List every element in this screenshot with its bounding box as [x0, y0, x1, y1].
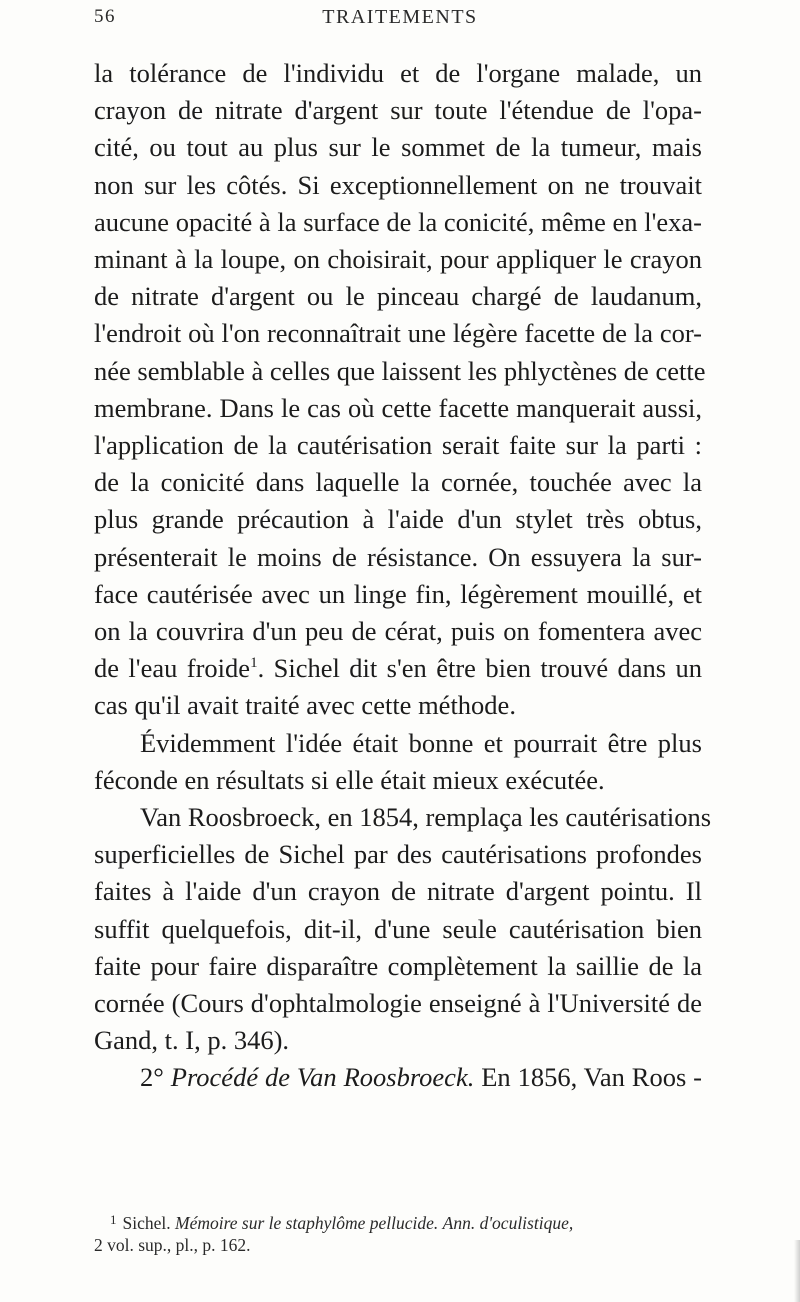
text-line: superficielles de Sichel par des cautérisations profondes: [94, 839, 702, 870]
text-line: [94, 650, 702, 687]
text-line: faites à l'aide d'un crayon de nitrate d'argent pointu. Il: [94, 876, 702, 907]
text-line: féconde en résultats si elle était mieux exécutée.: [94, 764, 605, 795]
running-title: TRAITEMENTS: [322, 6, 478, 28]
text-line: l'application de la cautérisation serait faite sur la parti :: [94, 430, 702, 461]
text-fragment: de l'eau froide: [94, 653, 251, 684]
text-line: cité, ou tout au plus sur le sommet de la tumeur, mais: [94, 132, 702, 163]
text-line: Évidemment l'idée était bonne et pourrait être plus: [140, 727, 702, 758]
text-line: l'endroit où l'on reconnaîtrait une légère facette de la cor-: [94, 318, 702, 349]
text-line: on la couvrira d'un peu de cérat, puis on fomentera avec: [94, 616, 702, 647]
text-fragment: . Sichel dit s'en être bien trouvé dans un: [257, 653, 703, 684]
page-number: 56: [94, 6, 116, 27]
footnote-title: Mémoire sur le staphylôme pellucide.: [175, 1213, 439, 1233]
footnote: [94, 1212, 702, 1256]
text-line: Gand, t. I, p. 346).: [94, 1025, 290, 1056]
text-line: née semblable à celles que laissent les phlyctènes de cette: [94, 355, 706, 386]
text-line: aucune opacité à la surface de la conicité, même en l'exa-: [94, 206, 702, 237]
footnote-journal: Ann. d'oculistique,: [442, 1213, 574, 1233]
text-line: minant à la loupe, on choisirait, pour appliquer le crayon: [94, 244, 702, 275]
text-line: face cautérisée avec un linge fin, légèrement mouillé, et: [94, 578, 702, 609]
body-text: [94, 55, 712, 1097]
footnote-reference[interactable]: 1: [250, 655, 258, 672]
footnote-mark: 1: [110, 1212, 117, 1227]
section-number: 2°: [140, 1062, 164, 1093]
running-head: [94, 2, 706, 36]
text-line: de nitrate d'argent ou le pinceau chargé de laudanum,: [94, 281, 702, 312]
text-line: suffit quelquefois, dit-il, d'une seule cautérisation bien: [94, 913, 702, 944]
footnote-line: [110, 1212, 702, 1234]
section-title: Procédé de Van Roosbroeck.: [170, 1062, 475, 1093]
section-heading-line: [94, 1059, 702, 1096]
text-line: crayon de nitrate d'argent sur toute l'étendue de l'opa-: [94, 95, 702, 126]
text-line: cas qu'il avait traité avec cette méthode.: [94, 690, 516, 721]
page-edge-shadow: [794, 1240, 800, 1302]
footnote-line: 2 vol. sup., pl., p. 162.: [94, 1235, 251, 1255]
text-line: cornée (Cours d'ophtalmologie enseigné à l'Université de: [94, 988, 702, 1019]
text-line: plus grande précaution à l'aide d'un stylet très obtus,: [94, 504, 702, 535]
text-line: non sur les côtés. Si exceptionnellement on ne trouvait: [94, 169, 702, 200]
footnote-author: Sichel.: [122, 1213, 171, 1233]
text-line: la tolérance de l'individu et de l'organe malade, un: [94, 58, 702, 88]
text-fragment: En 1856, Van Roos -: [481, 1062, 703, 1093]
text-line: présenterait le moins de résistance. On essuyera la sur-: [94, 541, 702, 572]
text-line: de la conicité dans laquelle la cornée, touchée avec la: [94, 467, 702, 498]
text-line: Van Roosbroeck, en 1854, remplaça les cautérisations: [140, 802, 712, 833]
text-line: membrane. Dans le cas où cette facette manquerait aussi,: [94, 392, 702, 423]
text-line: faite pour faire disparaître complètement la saillie de la: [94, 950, 702, 981]
